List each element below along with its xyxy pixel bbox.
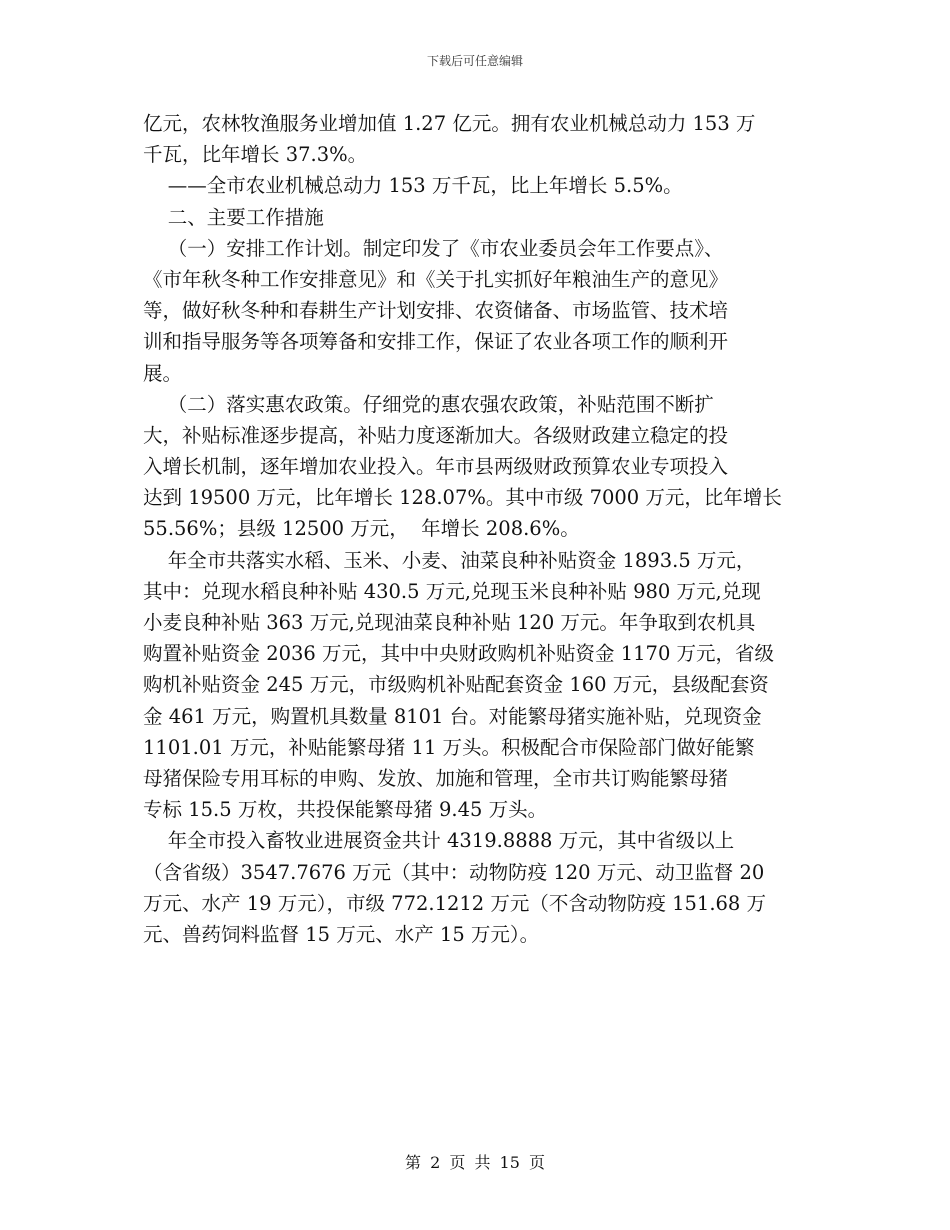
text-line: （一）安排工作计划。制定印发了《市农业委员会年工作要点》、 <box>143 236 724 260</box>
text-line: （二）落实惠农政策。仔细党的惠农强农政策，补贴范围不断扩 <box>143 392 714 416</box>
text-line: 购机补贴资金 245 万元，市级购机补贴配套资金 160 万元，县级配套资 <box>143 673 769 697</box>
text-line: 金 461 万元，购置机具数量 8101 台。对能繁母猪实施补贴，兑现资金 <box>143 704 762 728</box>
text-line: 达到 19500 万元，比年增长 128.07%。其中市级 7000 万元，比年增长 <box>143 486 782 510</box>
text-line: 购置补贴资金 2036 万元，其中中央财政购机补贴资金 1170 万元，省级 <box>143 642 775 666</box>
paragraph <box>143 389 808 545</box>
text-line: 训和指导服务等各项筹备和安排工作，保证了农业各项工作的顺利开 <box>143 330 729 354</box>
section-heading <box>143 202 808 233</box>
text-line: 亿元，农林牧渔服务业增加值 1.27 亿元。拥有农业机械总动力 153 万 <box>143 112 756 135</box>
paragraph <box>143 170 808 201</box>
text-line: 等，做好秋冬种和春耕生产计划安排、农资储备、市场监管、技术培 <box>143 299 729 323</box>
paragraph <box>143 233 808 389</box>
text-line: （含省级）3547.7676 万元（其中：动物防疫 120 万元、动卫监督 20 <box>143 860 765 884</box>
text-line: 大，补贴标准逐步提高，补贴力度逐渐加大。各级财政建立稳定的投 <box>143 423 729 447</box>
text-line: 年全市共落实水稻、玉米、小麦、油菜良种补贴资金 1893.5 万元， <box>143 548 756 572</box>
page-header: 下载后可任意编辑 <box>426 54 523 68</box>
text-line: 万元、水产 19 万元），市级 772.1212 万元（不含动物防疫 151.68 万 <box>143 891 767 915</box>
text-line: 专标 15.5 万枚，共投保能繁母猪 9.45 万头。 <box>143 798 548 822</box>
text-line: 展。 <box>143 361 183 385</box>
text-line: 二、主要工作措施 <box>143 205 324 229</box>
paragraph <box>143 545 808 826</box>
text-line: 1101.01 万元，补贴能繁母猪 11 万头。积极配合市保险部门做好能繁 <box>143 735 755 759</box>
text-line: 元、兽药饲料监督 15 万元、水产 15 万元）。 <box>143 922 540 946</box>
page-footer: 第 2 页 共 15 页 <box>405 1153 545 1172</box>
text-line: 千瓦，比年增长 37.3%。 <box>143 143 368 167</box>
text-line: 小麦良种补贴 363 万元,兑现油菜良种补贴 120 万元。年争取到农机具 <box>143 611 756 634</box>
paragraph <box>143 108 808 170</box>
text-line: ——全市农业机械总动力 153 万千瓦，比上年增长 5.5%。 <box>143 174 683 198</box>
text-line: 母猪保险专用耳标的申购、发放、加施和管理，全市共订购能繁母猪 <box>143 766 729 790</box>
text-line: 其中：兑现水稻良种补贴 430.5 万元,兑现玉米良种补贴 980 万元,兑现 <box>143 579 761 603</box>
text-line: 年全市投入畜牧业进展资金共计 4319.8888 万元，其中省级以上 <box>143 829 735 853</box>
paragraph <box>143 825 808 950</box>
document-body <box>143 108 808 950</box>
text-line: 55.56%；县级 12500 万元， 年增长 208.6%。 <box>143 517 580 541</box>
text-line: 入增长机制，逐年增加农业投入。年市县两级财政预算农业专项投入 <box>143 455 729 479</box>
text-line: 《市年秋冬种工作安排意见》和《关于扎实抓好年粮油生产的意见》 <box>143 267 729 291</box>
